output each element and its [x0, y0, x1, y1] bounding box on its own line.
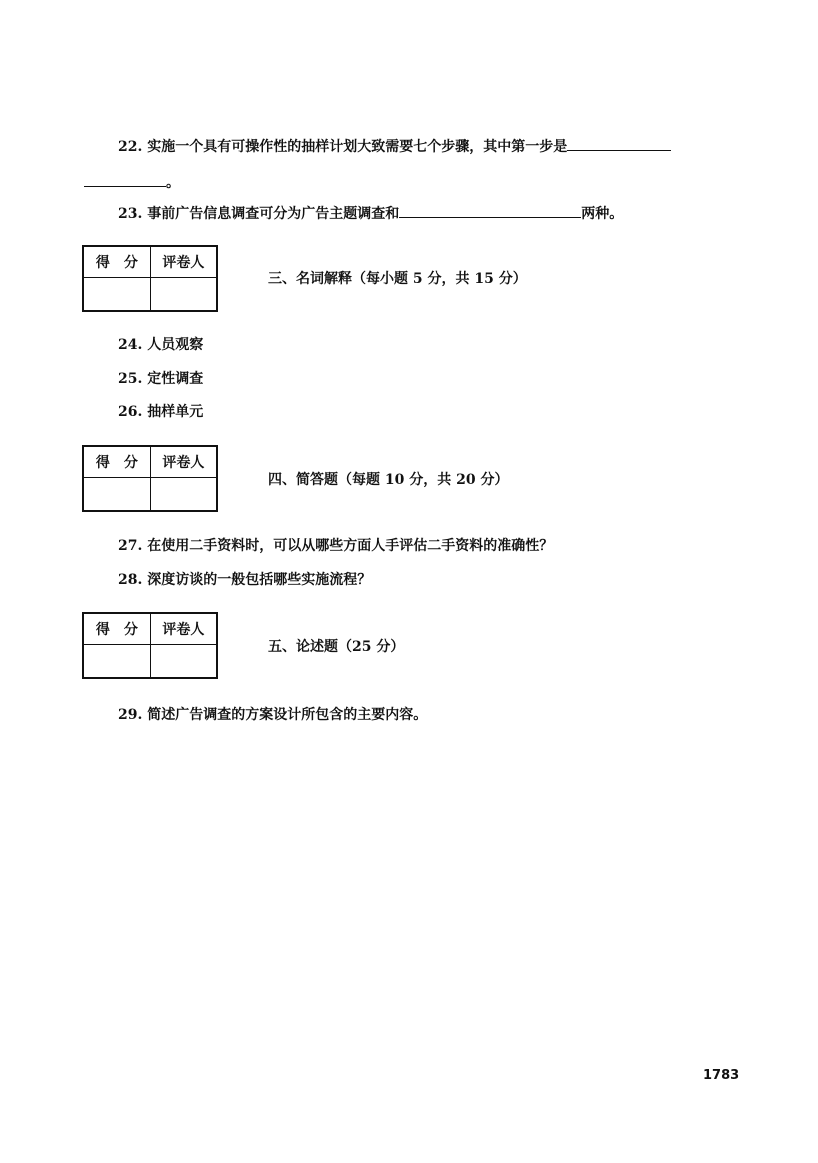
grader-label: 评卷人	[150, 246, 217, 278]
section-4-title: 四、简答题（每题 10 分，共 20 分）	[268, 472, 509, 488]
section-5-title: 五、论述题（25 分）	[268, 639, 405, 655]
score-label: 得 分	[83, 246, 150, 278]
score-box	[82, 445, 218, 512]
page-number: 1783	[703, 1068, 740, 1083]
question-23-text: 23. 事前广告信息调查可分为广告主题调查和	[118, 206, 400, 222]
question-27: 27. 在使用二手资料时，可以从哪些方面人手评估二手资料的准确性？	[118, 538, 554, 554]
grader-label: 评卷人	[150, 613, 217, 645]
question-29: 29. 简述广告调查的方案设计所包含的主要内容。	[118, 707, 428, 723]
score-box	[82, 612, 218, 679]
question-26: 26. 抽样单元	[118, 404, 204, 420]
grader-label: 评卷人	[150, 446, 217, 478]
question-23-end: 两种。	[581, 206, 624, 222]
score-label: 得 分	[83, 613, 150, 645]
question-23	[118, 203, 623, 223]
section-3-title: 三、名词解释（每小题 5 分，共 15 分）	[268, 271, 527, 287]
answer-blank[interactable]	[84, 172, 166, 187]
score-cell[interactable]	[83, 278, 150, 312]
question-24: 24. 人员观察	[118, 337, 204, 353]
grader-cell[interactable]	[150, 478, 217, 512]
grader-cell[interactable]	[150, 278, 217, 312]
score-box	[82, 245, 218, 312]
score-cell[interactable]	[83, 478, 150, 512]
answer-blank[interactable]	[399, 203, 581, 218]
score-label: 得 分	[83, 446, 150, 478]
grader-cell[interactable]	[150, 645, 217, 679]
question-22-end: 。	[166, 175, 180, 191]
question-22-text: 22. 实施一个具有可操作性的抽样计划大致需要七个步骤，其中第一步是	[118, 139, 568, 155]
score-cell[interactable]	[83, 645, 150, 679]
question-22-continued	[84, 172, 180, 192]
question-25: 25. 定性调查	[118, 371, 204, 387]
question-22	[118, 136, 671, 156]
question-28: 28. 深度访谈的一般包括哪些实施流程？	[118, 572, 372, 588]
answer-blank[interactable]	[567, 136, 671, 151]
